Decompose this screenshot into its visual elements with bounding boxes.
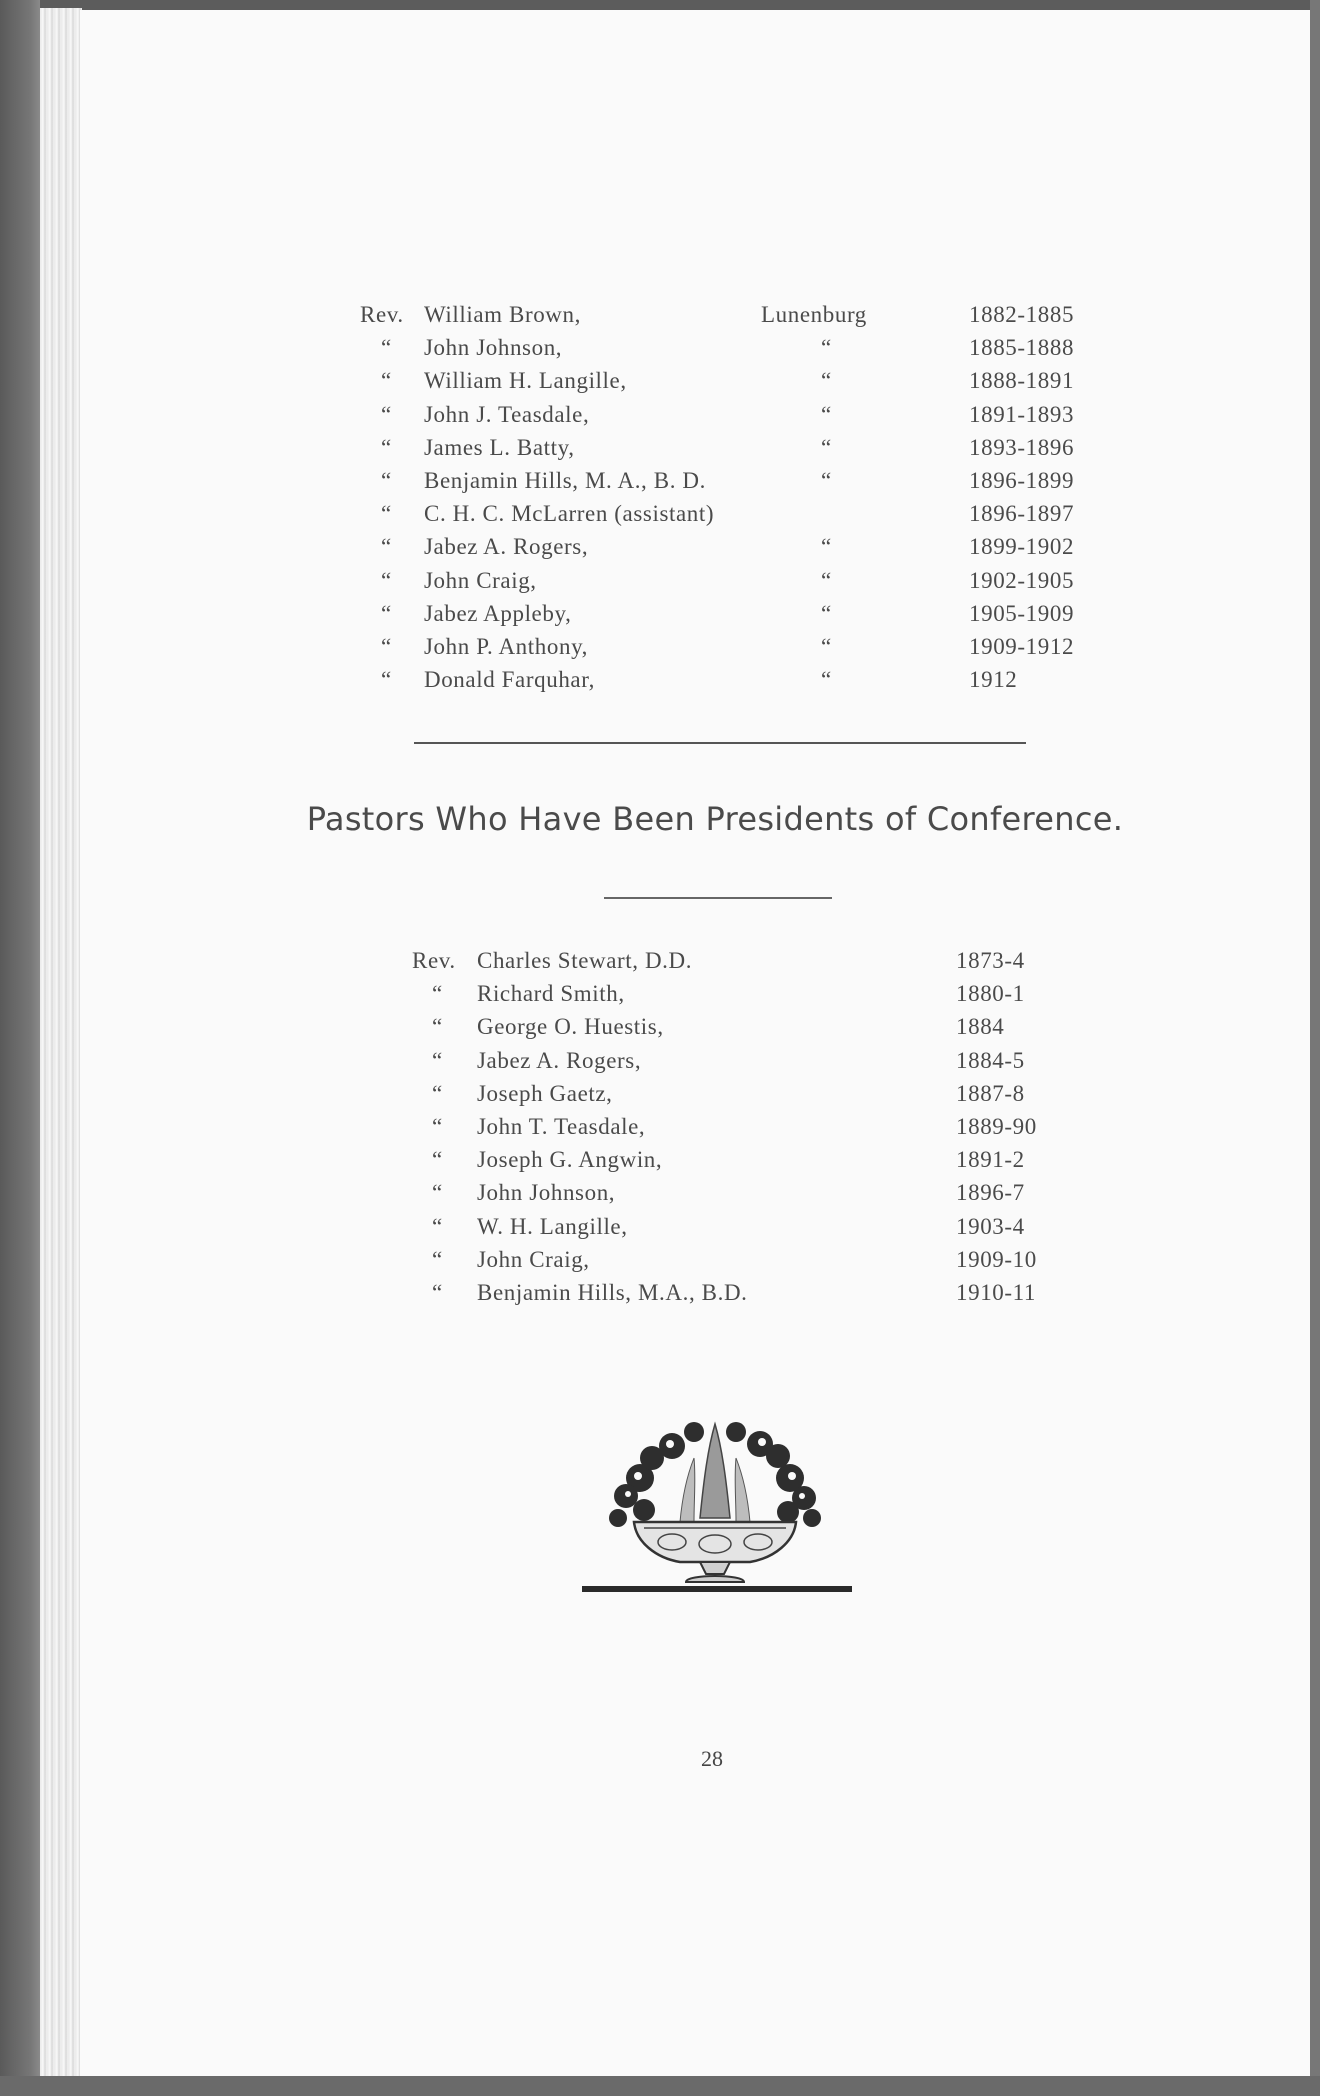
pastor-name: Jabez Appleby,	[424, 600, 572, 626]
pastor-years: 1902-1905	[969, 567, 1075, 593]
pastor-years: 1905-1909	[969, 600, 1075, 626]
president-name: John Craig,	[477, 1246, 590, 1272]
president-row	[80, 1214, 1310, 1247]
pastor-row	[80, 534, 1310, 567]
president-years: 1910-11	[956, 1280, 1037, 1305]
ditto-mark: “	[381, 335, 392, 361]
title-prefix: Rev.	[412, 948, 456, 973]
ditto-mark: “	[432, 981, 443, 1007]
pastor-years: 1896-1899	[969, 468, 1075, 493]
ditto-mark: “	[381, 368, 392, 394]
president-row	[80, 1081, 1310, 1114]
heading-underline	[604, 897, 832, 899]
title-prefix: Rev.	[360, 302, 404, 327]
pastor-place: Lunenburg	[761, 302, 867, 327]
president-years: 1909-10	[956, 1246, 1037, 1272]
president-years: 1896-7	[956, 1180, 1025, 1206]
page-number: 28	[701, 1746, 723, 1771]
pastor-place: “	[821, 335, 832, 361]
pastor-years: 1891-1893	[969, 401, 1075, 427]
scan-background-left	[0, 0, 40, 2096]
scan-background-right	[1310, 0, 1320, 2096]
pastor-place: “	[821, 534, 832, 560]
president-name: Joseph G. Angwin,	[477, 1147, 663, 1173]
president-row	[80, 1280, 1310, 1313]
page-stack-edges	[40, 8, 82, 2078]
president-years: 1891-2	[956, 1147, 1025, 1173]
pastor-place: “	[821, 667, 832, 693]
pastor-years: 1909-1912	[969, 634, 1075, 659]
ditto-mark: “	[432, 1047, 443, 1073]
pastor-row	[80, 402, 1310, 435]
ditto-mark: “	[381, 634, 392, 659]
ditto-mark: “	[432, 1280, 443, 1305]
president-years: 1884-5	[956, 1047, 1025, 1073]
president-row	[80, 1147, 1310, 1180]
president-name: Joseph Gaetz,	[477, 1080, 613, 1106]
pastor-name: James L. Batty,	[424, 434, 575, 460]
ditto-mark: “	[432, 1213, 443, 1239]
ditto-mark: “	[381, 468, 392, 493]
pastor-row	[80, 601, 1310, 634]
president-name: John T. Teasdale,	[477, 1114, 646, 1139]
pastor-name: John P. Anthony,	[424, 634, 589, 659]
pastor-row	[80, 501, 1310, 534]
scan-background-bottom	[0, 2076, 1320, 2096]
president-row	[80, 1180, 1310, 1213]
ditto-mark: “	[432, 1014, 443, 1040]
pastor-name: John Craig,	[424, 567, 537, 593]
pastor-row	[80, 568, 1310, 601]
ditto-mark: “	[381, 534, 392, 560]
president-years: 1873-4	[956, 948, 1025, 973]
pastor-place: “	[821, 634, 832, 659]
fountain-urn-ornament-icon	[582, 1418, 852, 1594]
pastor-place: “	[821, 401, 832, 427]
pastor-row	[80, 435, 1310, 468]
ditto-mark: “	[381, 434, 392, 460]
ditto-mark: “	[432, 1080, 443, 1106]
ditto-mark: “	[381, 501, 392, 527]
president-row	[80, 1048, 1310, 1081]
pastor-row	[80, 667, 1310, 700]
president-row	[80, 948, 1310, 981]
pastor-row	[80, 368, 1310, 401]
ditto-mark: “	[432, 1246, 443, 1272]
ditto-mark: “	[381, 401, 392, 427]
ditto-mark: “	[432, 1114, 443, 1139]
pastor-row	[80, 634, 1310, 667]
president-name: George O. Huestis,	[477, 1014, 664, 1040]
book-page	[80, 10, 1310, 2076]
ditto-mark: “	[381, 567, 392, 593]
presidents-heading: Pastors Who Have Been Presidents of Conference.	[306, 800, 1124, 838]
president-row	[80, 1114, 1310, 1147]
president-name: Charles Stewart, D.D.	[477, 948, 693, 973]
pastor-years: 1912	[969, 667, 1018, 693]
pastor-place: “	[821, 600, 832, 626]
president-name: Benjamin Hills, M.A., B.D.	[477, 1280, 748, 1305]
ditto-mark: “	[432, 1147, 443, 1173]
ditto-mark: “	[381, 600, 392, 626]
ditto-mark: “	[381, 667, 392, 693]
pastor-row	[80, 468, 1310, 501]
president-row	[80, 1247, 1310, 1280]
pastor-years: 1893-1896	[969, 434, 1075, 460]
pastor-row	[80, 302, 1310, 335]
president-name: John Johnson,	[477, 1180, 616, 1206]
pastor-place: “	[821, 567, 832, 593]
pastor-name: Benjamin Hills, M. A., B. D.	[424, 468, 706, 493]
pastor-place: “	[821, 368, 832, 394]
president-years: 1887-8	[956, 1080, 1025, 1106]
president-name: W. H. Langille,	[477, 1213, 628, 1239]
pastor-name: Donald Farquhar,	[424, 667, 595, 693]
president-years: 1903-4	[956, 1213, 1025, 1239]
section-divider	[414, 742, 1026, 744]
pastor-row	[80, 335, 1310, 368]
ditto-mark: “	[432, 1180, 443, 1206]
pastor-years: 1888-1891	[969, 368, 1075, 394]
pastor-place: “	[821, 434, 832, 460]
president-years: 1880-1	[956, 981, 1025, 1007]
pastor-years: 1882-1885	[969, 302, 1075, 327]
pastor-name: C. H. C. McLarren (assistant)	[424, 501, 715, 527]
pastor-name: John Johnson,	[424, 335, 563, 361]
pastor-name: John J. Teasdale,	[424, 401, 590, 427]
pastor-place: “	[821, 468, 832, 493]
president-years: 1884	[956, 1014, 1005, 1040]
pastor-name: William H. Langille,	[424, 368, 627, 394]
pastor-years: 1899-1902	[969, 534, 1075, 560]
pastor-years: 1885-1888	[969, 335, 1075, 361]
pastor-name: Jabez A. Rogers,	[424, 534, 589, 560]
president-row	[80, 1014, 1310, 1047]
president-row	[80, 981, 1310, 1014]
president-name: Richard Smith,	[477, 981, 625, 1007]
pastor-name: William Brown,	[424, 302, 581, 327]
president-name: Jabez A. Rogers,	[477, 1047, 642, 1073]
pastor-years: 1896-1897	[969, 501, 1075, 527]
president-years: 1889-90	[956, 1114, 1037, 1139]
